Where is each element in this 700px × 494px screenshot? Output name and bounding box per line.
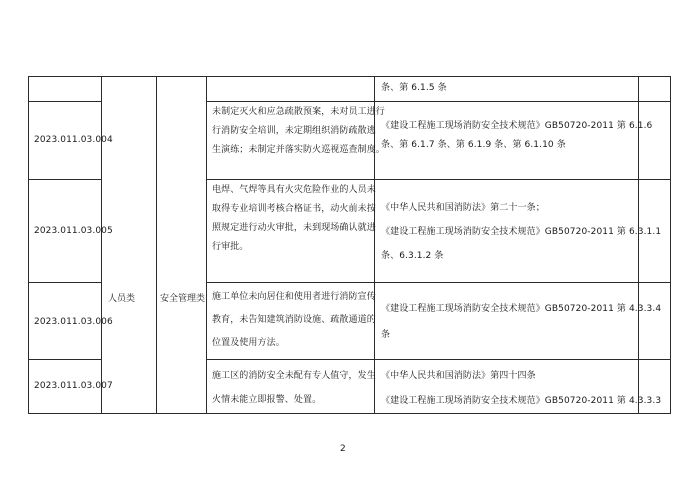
description-line: 生演练；未制定并落实防火巡视巡查制度。: [212, 145, 385, 155]
basis-line: 条、第 6.1.7 条、第 6.1.9 条、第 6.1.10 条: [381, 140, 566, 150]
basis-line: 条: [381, 330, 391, 340]
row-description-cell: [212, 103, 385, 160]
row-description-cell: [212, 286, 376, 355]
description-line: 施工单位未向居住和使用者进行消防宣传: [212, 292, 376, 302]
description-line: 施工区的消防安全未配有专人值守，发生: [212, 371, 376, 381]
row-divider-1-left: [28, 101, 102, 102]
table-border-top: [28, 76, 671, 77]
row-code-cell: 2023.011.03.007: [34, 381, 113, 391]
row-divider-4-left: [28, 359, 102, 360]
basis-line: 《建设工程施工现场消防安全技术规范》GB50720-2011 第 4.3.3.4: [381, 304, 662, 314]
row-divider-4-right: [206, 359, 671, 360]
table-divider-col-1: [101, 76, 102, 414]
description-line: 火情未能立即报警、处置。: [212, 395, 322, 405]
table-border-left: [28, 76, 29, 414]
description-line: 取得专业培训考核合格证书，动火前未按: [212, 204, 376, 214]
table-border-right: [670, 76, 671, 414]
category-cell: 人员类: [108, 294, 136, 304]
basis-fragment-cell: 条、第 6.1.5 条: [381, 83, 447, 93]
table-divider-col-2: [156, 76, 157, 414]
basis-line: 《建设工程施工现场消防安全技术规范》GB50720-2011 第 6.3.1.1: [381, 227, 662, 237]
row-basis-cell: [381, 117, 652, 155]
row-basis-cell: [381, 296, 661, 348]
row-divider-3-right: [206, 282, 671, 283]
description-line: 未制定灭火和应急疏散预案，未对员工进行: [212, 107, 385, 117]
row-description-cell: [212, 181, 376, 257]
row-divider-2-right: [206, 179, 671, 180]
basis-line: 《建设工程施工现场消防安全技术规范》GB50720-2011 第 4.3.3.3: [381, 396, 662, 406]
row-code-cell: 2023.011.03.005: [34, 226, 113, 236]
description-line: 位置及使用方法。: [212, 338, 285, 348]
row-basis-cell: [381, 196, 661, 268]
row-basis-cell: [381, 364, 661, 414]
row-divider-3-left: [28, 282, 102, 283]
row-description-cell: [212, 364, 376, 412]
row-code-cell: 2023.011.03.006: [34, 317, 113, 327]
row-divider-2-left: [28, 179, 102, 180]
page-number: 2: [340, 444, 346, 454]
basis-line: 条、6.3.1.2 条: [381, 251, 444, 261]
row-code-cell: 2023.011.03.004: [34, 135, 113, 145]
subcategory-cell: 安全管理类: [160, 294, 206, 304]
row-divider-1-right: [206, 101, 671, 102]
description-line: 教育，未告知建筑消防设施、疏散通道的: [212, 315, 376, 325]
basis-line: 《中华人民共和国消防法》第四十四条: [381, 371, 536, 381]
basis-line: 《中华人民共和国消防法》第二十一条；: [381, 203, 545, 213]
description-line: 行消防安全培训，未定期组织消防疏散逃: [212, 126, 376, 136]
description-line: 照规定进行动火审批，未到现场确认就进: [212, 223, 376, 233]
table-divider-col-3: [206, 76, 207, 414]
description-line: 电焊、气焊等具有火灾危险作业的人员未: [212, 185, 376, 195]
description-line: 行审批。: [212, 242, 249, 252]
basis-line: 《建设工程施工现场消防安全技术规范》GB50720-2011 第 6.1.6: [381, 121, 653, 131]
